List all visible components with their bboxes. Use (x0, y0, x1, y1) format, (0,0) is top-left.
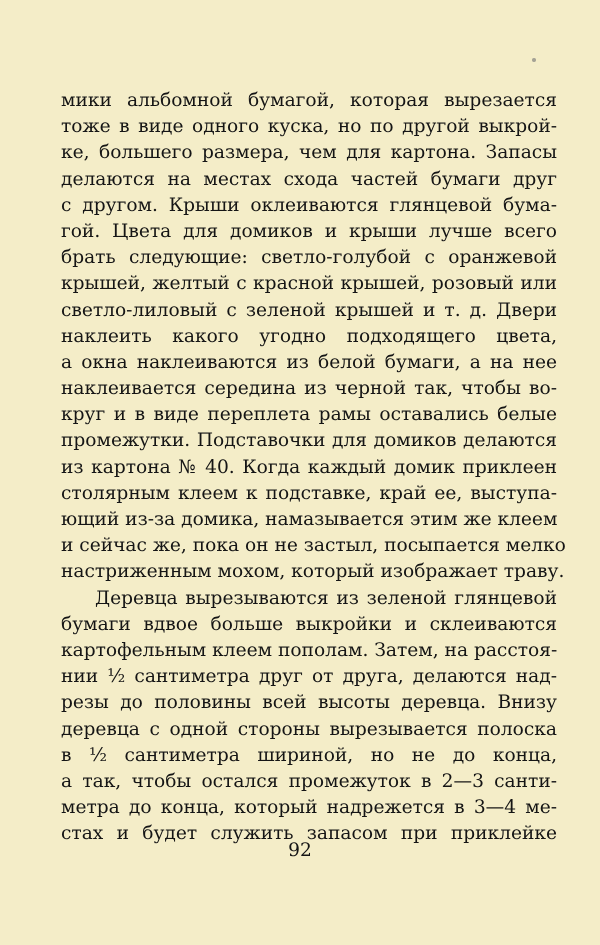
text-line: из картона № 40. Когда каждый домик приклеен (61, 456, 557, 478)
text-line: деревца с одной стороны вырезывается полоска (61, 718, 557, 740)
print-speck (532, 58, 536, 62)
text-line: мики альбомной бумагой, которая вырезается (61, 90, 557, 111)
text-line: резы до половины всей высоты деревца. Внизу (61, 692, 557, 714)
body-text (61, 88, 566, 847)
text-line: крышей, желтый с красной крышей, розовый или (61, 273, 557, 295)
text-line: брать следующие: светло-голубой с оранжевой (61, 247, 557, 269)
text-line: стах и будет служить запасом при приклейке (61, 823, 557, 845)
text-line: в ½ сантиметра шириной, но не до конца, (61, 744, 557, 766)
text-line: круг и в виде переплета рамы оставались белые (61, 404, 557, 426)
text-line: гой. Цвета для домиков и крыши лучше всего (61, 220, 557, 242)
text-line: делаются на местах схода частей бумаги друг (61, 168, 557, 190)
text-line: наклеить какого угодно подходящего цвета, (61, 325, 557, 347)
text-line: светло-лиловый с зеленой крышей и т. д. Двери (61, 299, 557, 321)
text-line: а окна наклеиваются из белой бумаги, а на нее (61, 351, 557, 373)
text-line: и сейчас же, пока он не застыл, посыпается мелко (61, 535, 566, 557)
text-line: нии ½ сантиметра друг от друга, делаются над- (61, 666, 557, 688)
text-line: столярным клеем к подставке, край ее, выступа- (61, 482, 557, 504)
text-line: промежутки. Подставочки для домиков делаются (61, 430, 557, 452)
text-line: метра до конца, который надрежется в 3—4 ме- (61, 797, 557, 819)
text-line: тоже в виде одного куска, но по другой выкрой- (61, 116, 557, 138)
text-line: с другом. Крыши оклеиваются глянцевой бума- (61, 194, 557, 216)
text-line: а так, чтобы остался промежуток в 2—3 санти- (61, 770, 557, 792)
text-line: ке, большего размера, чем для картона. Запасы (61, 142, 557, 164)
text-line: ющий из-за домика, намазывается этим же клеем (61, 509, 558, 530)
text-line: картофельным клеем пополам. Затем, на расстоя- (61, 639, 558, 661)
page-number: 92 (288, 840, 312, 861)
text-line: бумаги вдвое больше выкройки и склеиваются (61, 613, 557, 635)
paragraph-last-line: настриженным мохом, который изображает траву. (61, 561, 565, 583)
text-line: наклеивается середина из черной так, чтобы во- (61, 378, 557, 400)
paragraph-first-line: Деревца вырезываются из зеленой глянцевой (95, 587, 557, 609)
